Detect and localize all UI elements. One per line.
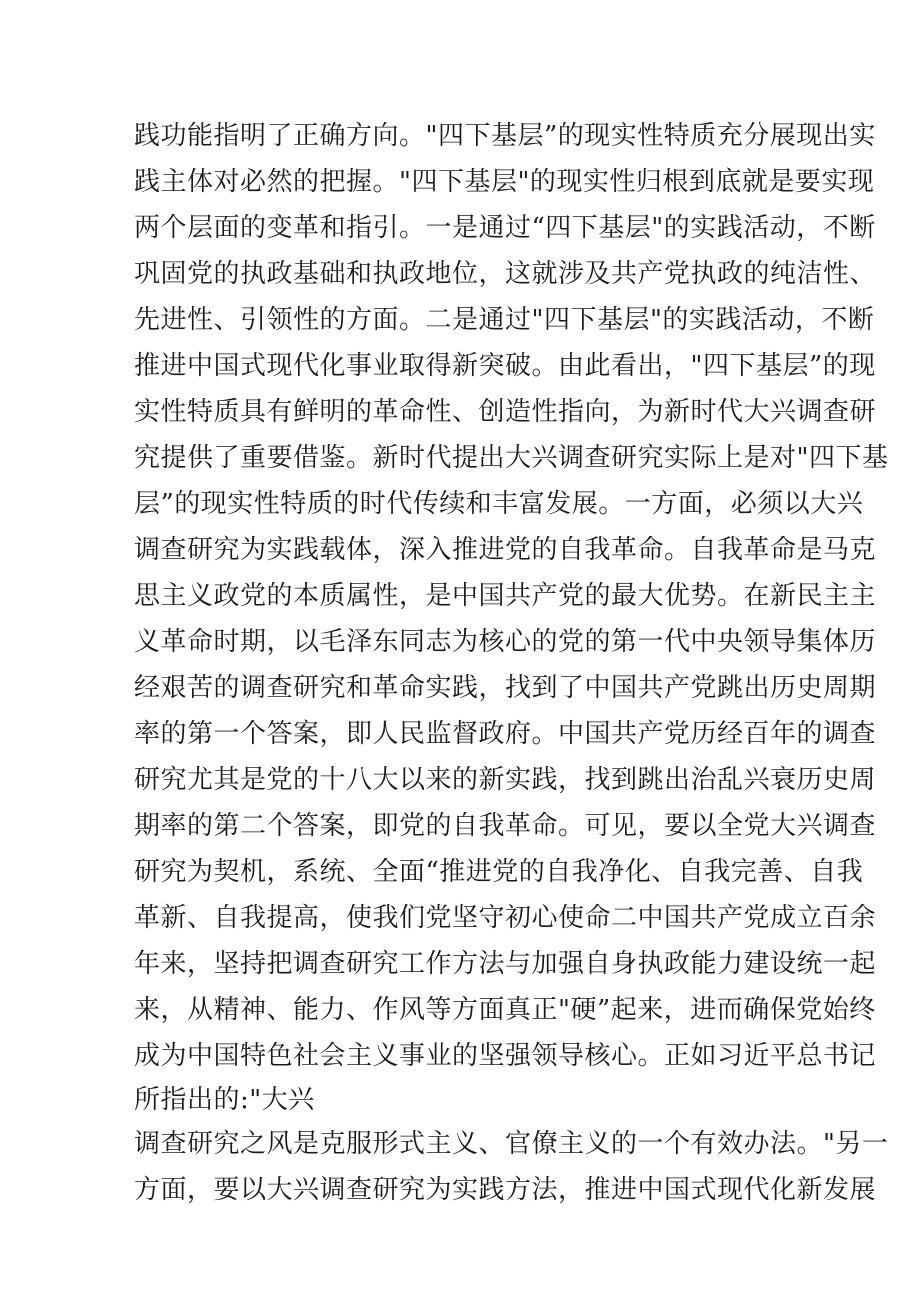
text-line: 革新、自我提高，使我们党坚守初心使命二中国共产党成立百余: [134, 903, 877, 933]
text-line: 期率的第二个答案，即党的自我革命。可见，要以全党大兴调查: [134, 811, 877, 841]
text-line: 研究为契机，系统、全面“推进党的自我净化、自我完善、自我: [134, 857, 864, 887]
text-line: 义革命时期，以毛泽东同志为核心的党的第一代中央领导集体历: [134, 627, 877, 657]
text-line: 所指出的:"大兴: [134, 1085, 315, 1115]
text-line: 成为中国特色社会主义事业的坚强领导核心。正如习近平总书记: [134, 1041, 877, 1071]
text-line: 巩固党的执政基础和执政地位，这就涉及共产党执政的纯洁性、: [134, 259, 877, 289]
text-line: 层”的现实性特质的时代传续和丰富发展。一方面，必须以大兴: [134, 489, 864, 519]
text-line: 来，从精神、能力、作风等方面真正"硬”起来，进而确保党始终: [134, 995, 876, 1025]
text-line: 思主义政党的本质属性，是中国共产党的最大优势。在新民主主: [134, 581, 877, 611]
text-line: 实性特质具有鲜明的革命性、创造性指向，为新时代大兴调查研: [134, 397, 877, 427]
text-line: 践功能指明了正确方向。"四下基层”的现实性特质充分展现出实: [134, 121, 876, 151]
text-line: 两个层面的变革和指引。一是通过“四下基层"的实践活动，不断: [134, 213, 876, 243]
text-line: 调查研究之风是克服形式主义、官僚主义的一个有效办法。"另一: [134, 1129, 889, 1159]
text-line: 率的第一个答案，即人民监督政府。中国共产党历经百年的调查: [134, 719, 877, 749]
text-line: 究提供了重要借鉴。新时代提出大兴调查研究实际上是对"四下基: [134, 443, 889, 473]
text-line: 研究尤其是党的十八大以来的新实践，找到跳出治乱兴衰历史周: [134, 765, 877, 795]
text-line: 调查研究为实践载体，深入推进党的自我革命。自我革命是马克: [134, 535, 877, 565]
text-line: 经艰苦的调查研究和革命实践，找到了中国共产党跳出历史周期: [134, 673, 877, 703]
text-line: 推进中国式现代化事业取得新突破。由此看出，"四下基层”的现: [134, 351, 876, 381]
text-line: 年来，坚持把调查研究工作方法与加强自身执政能力建设统一起: [134, 949, 877, 979]
text-line: 先进性、引领性的方面。二是通过"四下基层"的实践活动，不断: [134, 305, 875, 335]
text-line: 方面，要以大兴调查研究为实践方法，推进中国式现代化新发展: [134, 1175, 877, 1205]
text-line: 践主体对必然的把握。"四下基层"的现实性归根到底就是要实现: [134, 167, 875, 197]
